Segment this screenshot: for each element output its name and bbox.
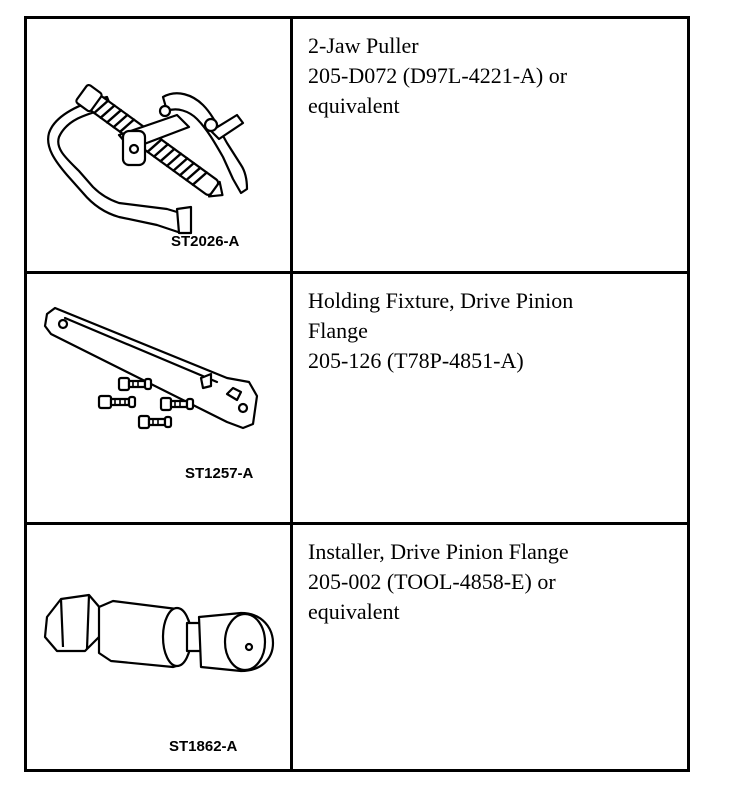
- tool-note: equivalent: [308, 93, 400, 118]
- tool-code-label: ST1257-A: [185, 465, 254, 482]
- tool-row-holding-fixture: [27, 271, 687, 522]
- holding-fixture-illustration: [27, 274, 290, 522]
- tool-note: equivalent: [308, 599, 400, 624]
- tool-name-continued: Flange: [308, 318, 368, 343]
- tool-description: [296, 274, 687, 522]
- tool-code-label: ST1862-A: [169, 738, 238, 755]
- tool-name: Installer, Drive Pinion Flange: [308, 539, 569, 564]
- tool-name: Holding Fixture, Drive Pinion: [308, 288, 574, 313]
- tool-row-two-jaw-puller: [27, 19, 687, 271]
- tool-image-cell: [27, 274, 293, 522]
- tool-image-cell: [27, 525, 293, 769]
- tool-description: [296, 525, 687, 769]
- tool-image-cell: [27, 19, 293, 271]
- flange-installer-illustration: [27, 525, 290, 769]
- tool-name: 2-Jaw Puller: [308, 33, 419, 58]
- tool-part-number: 205-126 (T78P-4851-A): [308, 348, 524, 373]
- tool-description: [296, 19, 687, 271]
- tool-code-label: ST2026-A: [171, 233, 240, 250]
- two-jaw-puller-illustration: [27, 19, 290, 271]
- tool-part-number: 205-002 (TOOL-4858-E) or: [308, 569, 556, 594]
- special-tools-table: [24, 16, 690, 772]
- tool-part-number: 205-D072 (D97L-4221-A) or: [308, 63, 568, 88]
- tool-row-flange-installer: [27, 522, 687, 769]
